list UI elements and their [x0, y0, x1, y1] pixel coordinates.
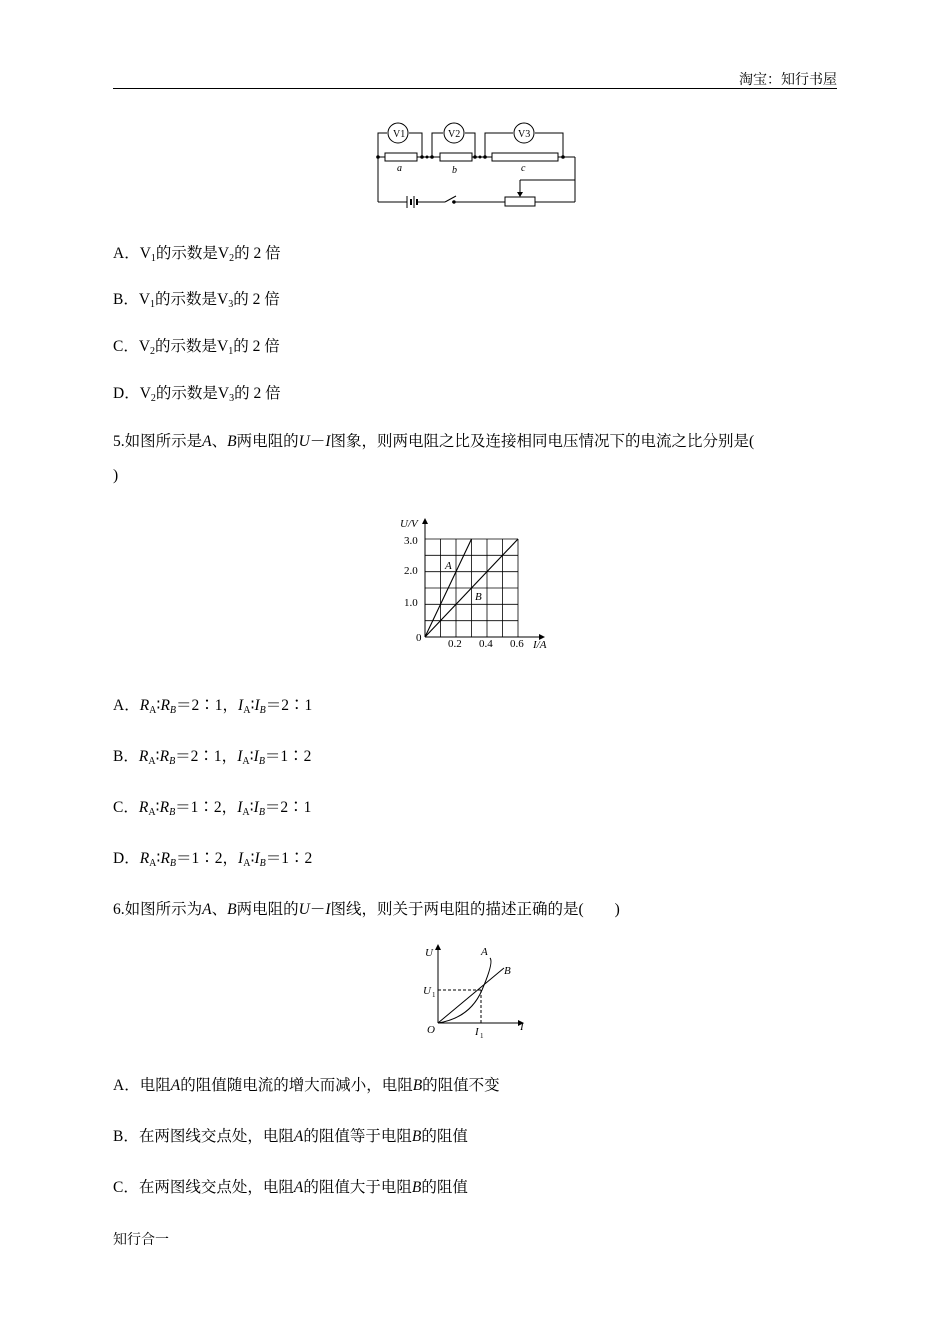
option-text: 的 2 倍 — [233, 338, 280, 355]
meter: V — [139, 385, 151, 402]
meter-sub: 1 — [150, 253, 156, 264]
y-axis-label: U — [425, 947, 433, 959]
option-text: 的示数是 — [155, 245, 218, 262]
option-text: 的 2 倍 — [234, 385, 281, 402]
resistor-b — [440, 153, 472, 161]
header-text: 淘宝：知行书屋 — [739, 72, 837, 88]
q5-ui-graph — [395, 510, 565, 655]
var: B — [412, 1077, 423, 1094]
option-text: 电阻 — [139, 1077, 171, 1094]
stem-var: U — [298, 433, 310, 450]
stem-var: I — [325, 433, 331, 450]
var: B — [411, 1128, 422, 1145]
x-axis-label: I — [520, 1021, 524, 1033]
stem-text: 、 — [211, 433, 228, 450]
option-text: 的 2 倍 — [234, 245, 281, 262]
option-text: 的阻值等于电阻 — [303, 1128, 412, 1145]
option-text: 在两图线交点处，电阻 — [138, 1179, 294, 1196]
origin-label: 0 — [416, 632, 422, 644]
meter: V — [217, 291, 229, 308]
option-label: A． — [113, 1077, 140, 1094]
option-text: ＝2∶1， — [175, 748, 238, 765]
meter-sub: 2 — [229, 253, 235, 264]
option-text: ＝1∶2 — [265, 850, 313, 867]
option-text: ＝2∶1， — [176, 697, 239, 714]
var-sub: A — [242, 756, 250, 767]
option-text: ∶ — [155, 799, 160, 816]
option-text: ∶ — [249, 799, 254, 816]
meter-sub: 1 — [228, 346, 234, 357]
var: R — [159, 799, 170, 816]
y-tick: 1.0 — [404, 597, 418, 609]
resistor-c — [492, 153, 558, 161]
option-label: B． — [113, 291, 139, 308]
curve-a-label: A — [481, 946, 488, 958]
x-tick: 0.4 — [479, 638, 493, 650]
i1-sub: 1 — [480, 1032, 484, 1040]
voltmeter-v1-label: V1 — [393, 129, 406, 140]
stem-var: I — [325, 901, 331, 918]
var-sub: B — [169, 756, 176, 767]
q6-option-c[interactable] — [113, 1175, 468, 1197]
stem-var: A — [202, 433, 212, 450]
var: A — [293, 1179, 304, 1196]
option-label: C． — [113, 799, 139, 816]
var-sub: A — [243, 858, 251, 869]
header-rule — [113, 88, 837, 89]
meter-sub: 2 — [150, 393, 156, 404]
stem-var: B — [227, 901, 237, 918]
var-sub: B — [259, 858, 266, 869]
var: R — [159, 748, 170, 765]
option-text: ∶ — [156, 697, 161, 714]
var: R — [139, 850, 150, 867]
option-label: D． — [113, 850, 140, 867]
var-sub: A — [148, 756, 156, 767]
var: A — [293, 1128, 304, 1145]
meter: V — [217, 338, 229, 355]
y-axis-arrow-icon — [422, 518, 428, 524]
resistor-c-label: c — [521, 163, 526, 174]
meter-sub: 2 — [150, 346, 156, 357]
var: I — [238, 850, 244, 867]
line-b-label: B — [504, 965, 511, 977]
var: I — [237, 748, 243, 765]
option-label: A． — [113, 245, 140, 262]
stem-text: 两电阻的 — [236, 901, 299, 918]
meter: V — [138, 291, 151, 308]
option-label: B． — [113, 748, 139, 765]
var: R — [160, 850, 170, 867]
var-sub: A — [149, 858, 157, 869]
meter: V — [217, 385, 230, 402]
var: R — [160, 697, 170, 714]
q6-ui-graph — [420, 940, 535, 1040]
stem-var: B — [227, 433, 237, 450]
y-axis-label: U/V — [400, 518, 418, 530]
var-sub: B — [258, 807, 265, 818]
q5-option-d[interactable] — [113, 846, 312, 869]
option-label: A． — [113, 697, 140, 714]
meter: V — [138, 338, 151, 355]
meter-sub: 1 — [150, 299, 156, 310]
voltmeter-v2 — [444, 123, 464, 143]
option-text: ＝1∶2 — [264, 748, 312, 765]
battery-icon — [407, 196, 417, 208]
var-sub: A — [243, 705, 251, 716]
line-b-label: B — [475, 591, 482, 603]
option-text: 的阻值不变 — [422, 1077, 500, 1094]
var-sub: B — [258, 756, 265, 767]
option-label: C． — [113, 1179, 139, 1196]
option-text: 的示数是 — [155, 291, 218, 308]
rheostat-arrow-icon — [517, 192, 523, 197]
var: I — [253, 799, 259, 816]
stem-text: 6.如图所示为 — [113, 901, 203, 918]
q4-option-b[interactable] — [113, 287, 280, 310]
option-text: 在两图线交点处，电阻 — [138, 1128, 294, 1145]
var: R — [139, 697, 150, 714]
option-label: C． — [113, 338, 139, 355]
var: A — [170, 1077, 181, 1094]
resistor-a-label: a — [397, 163, 402, 174]
option-text: ＝2∶1 — [264, 799, 312, 816]
resistor-b-label: b — [452, 165, 457, 176]
var: R — [138, 799, 149, 816]
circuit-diagram — [370, 120, 585, 210]
var-sub: B — [169, 858, 177, 869]
q6-option-a[interactable] — [113, 1073, 500, 1095]
u1-sub: 1 — [432, 991, 436, 999]
option-text: ∶ — [155, 748, 160, 765]
i1-label: I — [475, 1026, 479, 1038]
q4-option-d[interactable] — [113, 381, 281, 404]
stem-text: 5.如图所示是 — [113, 433, 203, 450]
stem-text: 、 — [211, 901, 228, 918]
var-sub: A — [242, 807, 250, 818]
option-text: ∶ — [250, 697, 255, 714]
voltmeter-v2-label: V2 — [448, 129, 461, 140]
y-tick: 3.0 — [404, 535, 418, 547]
q4-option-a[interactable] — [113, 241, 281, 264]
meter-sub: 3 — [228, 299, 234, 310]
option-text: ∶ — [249, 748, 254, 765]
option-label: D． — [113, 385, 140, 402]
stem-var: A — [202, 901, 212, 918]
y-tick: 2.0 — [404, 565, 418, 577]
var: I — [238, 697, 244, 714]
u1-label: U — [423, 985, 431, 997]
stem-text: 图象，则两电阻之比及连接相同电压情况下的电流之比分别是( — [330, 433, 755, 450]
stem-var: U — [298, 901, 310, 918]
option-text: 的阻值大于电阻 — [303, 1179, 412, 1196]
var-sub: A — [149, 705, 157, 716]
meter: V — [139, 245, 151, 262]
option-text: 的示数是 — [155, 385, 218, 402]
voltmeter-v3-label: V3 — [518, 129, 531, 140]
option-text: 的示数是 — [155, 338, 218, 355]
x-tick: 0.2 — [448, 638, 462, 650]
var-sub: A — [148, 807, 156, 818]
resistor-a — [385, 153, 417, 161]
stem-text: 两电阻的 — [236, 433, 299, 450]
q5-stem-close: ) — [113, 467, 119, 484]
q5-option-c[interactable] — [113, 795, 311, 818]
option-text: 的阻值 — [421, 1179, 468, 1196]
option-text: ∶ — [250, 850, 255, 867]
q6-stem — [113, 897, 620, 919]
var: I — [254, 697, 260, 714]
option-label: B． — [113, 1128, 139, 1145]
voltmeter-v3 — [514, 123, 534, 143]
option-text: ＝1∶2， — [176, 850, 239, 867]
q5-option-a[interactable] — [113, 693, 312, 716]
option-text: ∶ — [156, 850, 161, 867]
var: I — [237, 799, 243, 816]
var: I — [253, 748, 259, 765]
var: B — [411, 1179, 422, 1196]
var-sub: B — [169, 807, 176, 818]
rheostat — [505, 197, 535, 206]
var-sub: B — [169, 705, 177, 716]
origin-label: O — [427, 1024, 435, 1036]
x-tick: 0.6 — [510, 638, 524, 650]
meter: V — [217, 245, 230, 262]
option-text: 的 2 倍 — [233, 291, 280, 308]
line-b — [438, 968, 504, 1023]
q5-option-b[interactable] — [113, 744, 311, 767]
stem-text: － — [309, 433, 326, 450]
option-text: 的阻值 — [421, 1128, 468, 1145]
option-text: ＝1∶2， — [175, 799, 238, 816]
line-a-label: A — [445, 560, 452, 572]
stem-text: 图线，则关于两电阻的描述正确的是( ) — [330, 901, 620, 918]
q5-stem — [113, 429, 754, 451]
var: R — [138, 748, 149, 765]
q6-option-b[interactable] — [113, 1124, 468, 1146]
x-axis-label: I/A — [533, 639, 547, 651]
q4-option-c[interactable] — [113, 334, 280, 357]
option-text: ＝2∶1 — [265, 697, 313, 714]
switch-icon — [445, 196, 456, 203]
var: I — [254, 850, 260, 867]
footer-text: 知行合一 — [113, 1232, 169, 1248]
option-text: 的阻值随电流的增大而减小，电阻 — [180, 1077, 413, 1094]
stem-text: － — [309, 901, 326, 918]
y-axis-arrow-icon — [435, 944, 441, 950]
meter-sub: 3 — [229, 393, 235, 404]
var-sub: B — [259, 705, 266, 716]
voltmeter-v1 — [388, 123, 408, 143]
